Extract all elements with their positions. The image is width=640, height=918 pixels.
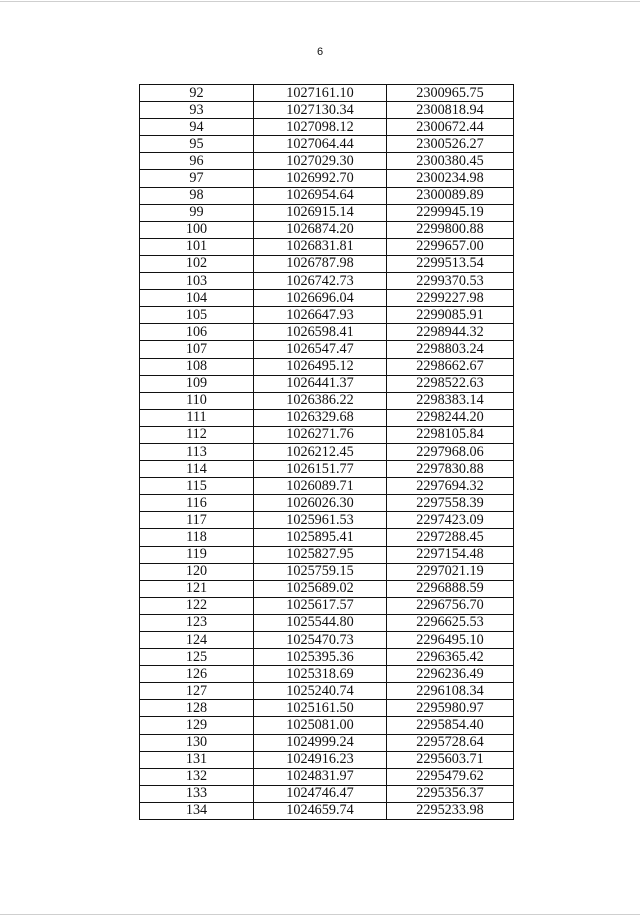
page-number: 6 (316, 46, 324, 58)
table-row (140, 324, 514, 341)
table-row (140, 290, 514, 307)
x-coordinate-cell: 1027029.30 (254, 153, 387, 170)
table-row (140, 512, 514, 529)
x-coordinate-cell: 1027064.44 (254, 136, 387, 153)
table-row (140, 307, 514, 324)
y-coordinate-cell: 2296625.53 (387, 614, 514, 631)
y-coordinate-cell: 2296756.70 (387, 597, 514, 614)
table-row (140, 375, 514, 392)
x-coordinate-cell: 1027130.34 (254, 102, 387, 119)
y-coordinate-cell: 2299370.53 (387, 273, 514, 290)
point-number-cell: 117 (140, 512, 254, 529)
point-number-cell: 126 (140, 666, 254, 683)
y-coordinate-cell: 2300234.98 (387, 170, 514, 187)
point-number-cell: 124 (140, 632, 254, 649)
table-row (140, 768, 514, 785)
point-number-cell: 92 (140, 85, 254, 102)
y-coordinate-cell: 2300818.94 (387, 102, 514, 119)
table-row (140, 666, 514, 683)
table-row (140, 409, 514, 426)
x-coordinate-cell: 1024659.74 (254, 802, 387, 819)
y-coordinate-cell: 2298105.84 (387, 426, 514, 443)
table-row (140, 478, 514, 495)
x-coordinate-cell: 1026647.93 (254, 307, 387, 324)
x-coordinate-cell: 1026598.41 (254, 324, 387, 341)
table-row (140, 341, 514, 358)
table-row (140, 153, 514, 170)
x-coordinate-cell: 1026329.68 (254, 409, 387, 426)
table-row (140, 443, 514, 460)
y-coordinate-cell: 2300089.89 (387, 187, 514, 204)
y-coordinate-cell: 2297154.48 (387, 546, 514, 563)
y-coordinate-cell: 2298662.67 (387, 358, 514, 375)
y-coordinate-cell: 2295728.64 (387, 734, 514, 751)
x-coordinate-cell: 1026151.77 (254, 461, 387, 478)
table-row (140, 597, 514, 614)
y-coordinate-cell: 2296495.10 (387, 632, 514, 649)
y-coordinate-cell: 2299657.00 (387, 238, 514, 255)
x-coordinate-cell: 1024831.97 (254, 768, 387, 785)
point-number-cell: 128 (140, 700, 254, 717)
table-row (140, 187, 514, 204)
y-coordinate-cell: 2298944.32 (387, 324, 514, 341)
y-coordinate-cell: 2295479.62 (387, 768, 514, 785)
y-coordinate-cell: 2297694.32 (387, 478, 514, 495)
x-coordinate-cell: 1025759.15 (254, 563, 387, 580)
point-number-cell: 130 (140, 734, 254, 751)
x-coordinate-cell: 1024746.47 (254, 785, 387, 802)
x-coordinate-cell: 1026089.71 (254, 478, 387, 495)
table-row (140, 221, 514, 238)
y-coordinate-cell: 2300526.27 (387, 136, 514, 153)
y-coordinate-cell: 2297830.88 (387, 461, 514, 478)
point-number-cell: 95 (140, 136, 254, 153)
x-coordinate-cell: 1026787.98 (254, 255, 387, 272)
x-coordinate-cell: 1026992.70 (254, 170, 387, 187)
x-coordinate-cell: 1025689.02 (254, 580, 387, 597)
y-coordinate-cell: 2297968.06 (387, 443, 514, 460)
point-number-cell: 118 (140, 529, 254, 546)
y-coordinate-cell: 2295854.40 (387, 717, 514, 734)
table-row (140, 700, 514, 717)
x-coordinate-cell: 1025161.50 (254, 700, 387, 717)
point-number-cell: 132 (140, 768, 254, 785)
table-row (140, 255, 514, 272)
x-coordinate-cell: 1026742.73 (254, 273, 387, 290)
x-coordinate-cell: 1026495.12 (254, 358, 387, 375)
table-row (140, 649, 514, 666)
table-row (140, 614, 514, 631)
table-row (140, 170, 514, 187)
point-number-cell: 108 (140, 358, 254, 375)
y-coordinate-cell: 2299085.91 (387, 307, 514, 324)
coordinates-table-body (140, 85, 514, 820)
point-number-cell: 105 (140, 307, 254, 324)
table-row (140, 734, 514, 751)
point-number-cell: 131 (140, 751, 254, 768)
page-top-edge (0, 1, 640, 2)
x-coordinate-cell: 1026831.81 (254, 238, 387, 255)
y-coordinate-cell: 2298522.63 (387, 375, 514, 392)
point-number-cell: 125 (140, 649, 254, 666)
x-coordinate-cell: 1026026.30 (254, 495, 387, 512)
table-row (140, 717, 514, 734)
y-coordinate-cell: 2299945.19 (387, 204, 514, 221)
point-number-cell: 99 (140, 204, 254, 221)
point-number-cell: 97 (140, 170, 254, 187)
x-coordinate-cell: 1025081.00 (254, 717, 387, 734)
y-coordinate-cell: 2295603.71 (387, 751, 514, 768)
y-coordinate-cell: 2297558.39 (387, 495, 514, 512)
y-coordinate-cell: 2299800.88 (387, 221, 514, 238)
y-coordinate-cell: 2295356.37 (387, 785, 514, 802)
point-number-cell: 112 (140, 426, 254, 443)
y-coordinate-cell: 2300965.75 (387, 85, 514, 102)
y-coordinate-cell: 2296236.49 (387, 666, 514, 683)
point-number-cell: 109 (140, 375, 254, 392)
table-row (140, 563, 514, 580)
x-coordinate-cell: 1027098.12 (254, 119, 387, 136)
x-coordinate-cell: 1026212.45 (254, 443, 387, 460)
x-coordinate-cell: 1026874.20 (254, 221, 387, 238)
point-number-cell: 129 (140, 717, 254, 734)
table-row (140, 85, 514, 102)
point-number-cell: 98 (140, 187, 254, 204)
x-coordinate-cell: 1024916.23 (254, 751, 387, 768)
x-coordinate-cell: 1026696.04 (254, 290, 387, 307)
table-row (140, 683, 514, 700)
table-row (140, 358, 514, 375)
x-coordinate-cell: 1026547.47 (254, 341, 387, 358)
table-row (140, 238, 514, 255)
x-coordinate-cell: 1024999.24 (254, 734, 387, 751)
point-number-cell: 111 (140, 409, 254, 426)
table-row (140, 580, 514, 597)
x-coordinate-cell: 1025827.95 (254, 546, 387, 563)
x-coordinate-cell: 1025961.53 (254, 512, 387, 529)
table-row (140, 495, 514, 512)
point-number-cell: 115 (140, 478, 254, 495)
table-row (140, 529, 514, 546)
point-number-cell: 110 (140, 392, 254, 409)
table-row (140, 119, 514, 136)
table-row (140, 204, 514, 221)
page-bottom-edge (0, 914, 640, 915)
point-number-cell: 120 (140, 563, 254, 580)
x-coordinate-cell: 1025895.41 (254, 529, 387, 546)
y-coordinate-cell: 2300672.44 (387, 119, 514, 136)
coordinates-table (139, 84, 514, 820)
point-number-cell: 119 (140, 546, 254, 563)
x-coordinate-cell: 1025544.80 (254, 614, 387, 631)
point-number-cell: 96 (140, 153, 254, 170)
point-number-cell: 116 (140, 495, 254, 512)
y-coordinate-cell: 2296365.42 (387, 649, 514, 666)
table-row (140, 802, 514, 819)
y-coordinate-cell: 2296108.34 (387, 683, 514, 700)
point-number-cell: 114 (140, 461, 254, 478)
point-number-cell: 133 (140, 785, 254, 802)
y-coordinate-cell: 2298803.24 (387, 341, 514, 358)
y-coordinate-cell: 2297021.19 (387, 563, 514, 580)
table-row (140, 273, 514, 290)
point-number-cell: 103 (140, 273, 254, 290)
point-number-cell: 101 (140, 238, 254, 255)
point-number-cell: 122 (140, 597, 254, 614)
y-coordinate-cell: 2295980.97 (387, 700, 514, 717)
point-number-cell: 107 (140, 341, 254, 358)
y-coordinate-cell: 2299513.54 (387, 255, 514, 272)
y-coordinate-cell: 2297288.45 (387, 529, 514, 546)
x-coordinate-cell: 1026386.22 (254, 392, 387, 409)
table-row (140, 785, 514, 802)
table-row (140, 632, 514, 649)
x-coordinate-cell: 1026441.37 (254, 375, 387, 392)
table-row (140, 426, 514, 443)
point-number-cell: 106 (140, 324, 254, 341)
table-row (140, 546, 514, 563)
point-number-cell: 93 (140, 102, 254, 119)
table-row (140, 461, 514, 478)
y-coordinate-cell: 2300380.45 (387, 153, 514, 170)
x-coordinate-cell: 1026915.14 (254, 204, 387, 221)
point-number-cell: 123 (140, 614, 254, 631)
y-coordinate-cell: 2298244.20 (387, 409, 514, 426)
point-number-cell: 134 (140, 802, 254, 819)
y-coordinate-cell: 2297423.09 (387, 512, 514, 529)
table-row (140, 102, 514, 119)
y-coordinate-cell: 2295233.98 (387, 802, 514, 819)
point-number-cell: 127 (140, 683, 254, 700)
x-coordinate-cell: 1025240.74 (254, 683, 387, 700)
x-coordinate-cell: 1027161.10 (254, 85, 387, 102)
y-coordinate-cell: 2296888.59 (387, 580, 514, 597)
y-coordinate-cell: 2299227.98 (387, 290, 514, 307)
point-number-cell: 104 (140, 290, 254, 307)
point-number-cell: 102 (140, 255, 254, 272)
table-row (140, 392, 514, 409)
x-coordinate-cell: 1026954.64 (254, 187, 387, 204)
point-number-cell: 113 (140, 443, 254, 460)
point-number-cell: 121 (140, 580, 254, 597)
x-coordinate-cell: 1025395.36 (254, 649, 387, 666)
table-row (140, 751, 514, 768)
point-number-cell: 100 (140, 221, 254, 238)
y-coordinate-cell: 2298383.14 (387, 392, 514, 409)
x-coordinate-cell: 1025470.73 (254, 632, 387, 649)
x-coordinate-cell: 1025617.57 (254, 597, 387, 614)
x-coordinate-cell: 1025318.69 (254, 666, 387, 683)
point-number-cell: 94 (140, 119, 254, 136)
x-coordinate-cell: 1026271.76 (254, 426, 387, 443)
table-row (140, 136, 514, 153)
